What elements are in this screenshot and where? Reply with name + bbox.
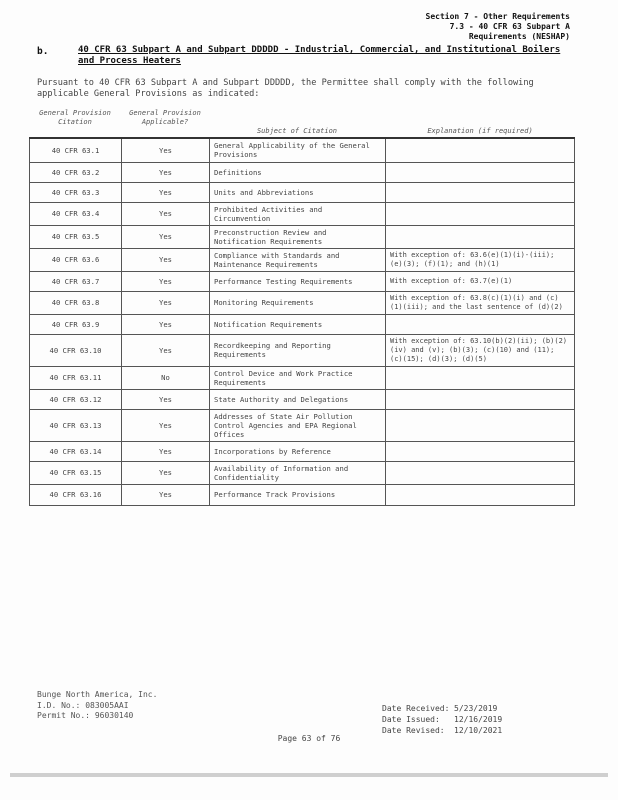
header-line-3: Requirements (NESHAP): [468, 32, 570, 41]
explanation-cell: [386, 409, 575, 441]
citation-cell: 40 CFR 63.4: [30, 202, 122, 225]
company-name: Bunge North America, Inc.: [37, 690, 158, 699]
explanation-cell: [386, 314, 575, 334]
explanation-cell: [386, 366, 575, 389]
intro-paragraph: Pursuant to 40 CFR 63 Subpart A and Subpart DDDDD, the Permittee shall comply with the following applicable General Provisions as indicated:: [37, 78, 534, 99]
page-number: Page 63 of 76: [277, 734, 341, 743]
explanation-cell: [386, 182, 575, 202]
citation-cell: 40 CFR 63.8: [30, 291, 122, 314]
subject-cell: Notification Requirements: [210, 314, 386, 334]
citation-cell: 40 CFR 63.1: [30, 138, 122, 162]
applicable-cell: Yes: [122, 225, 210, 248]
general-provisions-table: [29, 137, 575, 506]
table-row: [30, 334, 575, 366]
explanation-cell: [386, 484, 575, 505]
subject-cell: Recordkeeping and Reporting Requirements: [210, 334, 386, 366]
permit-value: 96030140: [94, 711, 134, 720]
id-value: 083005AAI: [85, 700, 129, 710]
column-header-applicable: General Provision Applicable?: [129, 109, 201, 126]
citation-cell: 40 CFR 63.12: [30, 389, 122, 409]
table-row: [30, 182, 575, 202]
applicable-cell: Yes: [122, 314, 210, 334]
citation-cell: 40 CFR 63.7: [30, 271, 122, 291]
table-row: [30, 138, 575, 162]
subject-cell: Control Device and Work Practice Requirements: [210, 366, 386, 389]
explanation-cell: With exception of: 63.10(b)(2)(ii); (b)(2)(iv) and (v); (b)(3); (c)(10) and (11); (c)(15); (d)(3); (d)(5): [386, 334, 575, 366]
subject-cell: State Authority and Delegations: [210, 389, 386, 409]
date-received-value: 5/23/2019: [454, 704, 498, 713]
explanation-cell: [386, 202, 575, 225]
table-row: [30, 271, 575, 291]
applicable-cell: Yes: [122, 441, 210, 461]
table-row: [30, 441, 575, 461]
citation-cell: 40 CFR 63.11: [30, 366, 122, 389]
explanation-cell: With exception of: 63.7(e)(1): [386, 271, 575, 291]
table-row: [30, 484, 575, 505]
column-header-explanation: Explanation (if required): [427, 127, 533, 135]
table-row: [30, 248, 575, 271]
explanation-cell: [386, 225, 575, 248]
explanation-cell: [386, 441, 575, 461]
table-row: [30, 389, 575, 409]
applicable-cell: Yes: [122, 461, 210, 484]
explanation-cell: [386, 162, 575, 182]
date-received-line: [382, 703, 502, 714]
applicable-cell: Yes: [122, 334, 210, 366]
applicable-cell: Yes: [122, 182, 210, 202]
applicable-cell: Yes: [122, 389, 210, 409]
footer-left: [37, 690, 157, 722]
table-row: [30, 366, 575, 389]
date-revised-value: 12/10/2021: [454, 726, 503, 735]
citation-cell: 40 CFR 63.2: [30, 162, 122, 182]
id-number-line: [37, 701, 157, 712]
table-row: [30, 314, 575, 334]
explanation-cell: [386, 138, 575, 162]
explanation-cell: [386, 389, 575, 409]
applicable-cell: No: [122, 366, 210, 389]
subject-cell: Units and Abbreviations: [210, 182, 386, 202]
subject-cell: Compliance with Standards and Maintenance Requirements: [210, 248, 386, 271]
citation-cell: 40 CFR 63.14: [30, 441, 122, 461]
date-received-label: Date Received:: [382, 704, 450, 713]
column-header-citation: General Provision Citation: [39, 109, 111, 126]
subject-cell: Prohibited Activities and Circumvention: [210, 202, 386, 225]
header-line-1: Section 7 - Other Requirements: [425, 12, 570, 21]
citation-cell: 40 CFR 63.6: [30, 248, 122, 271]
date-issued-label: Date Issued:: [382, 715, 440, 724]
applicable-cell: Yes: [122, 271, 210, 291]
subject-cell: Monitoring Requirements: [210, 291, 386, 314]
table-row: [30, 291, 575, 314]
applicable-cell: Yes: [122, 409, 210, 441]
subject-cell: Definitions: [210, 162, 386, 182]
header-line-2: 7.3 - 40 CFR 63 Subpart A: [449, 22, 570, 31]
applicable-cell: Yes: [122, 291, 210, 314]
scan-bottom-edge: [10, 773, 608, 777]
table-row: [30, 162, 575, 182]
subject-cell: Preconstruction Review and Notification Requirements: [210, 225, 386, 248]
section-title: 40 CFR 63 Subpart A and Subpart DDDDD - Industrial, Commercial, and Institutional Boilers and Process Heaters: [78, 45, 561, 66]
subject-cell: General Applicability of the General Provisions: [210, 138, 386, 162]
page-header: [426, 12, 571, 42]
subject-cell: Addresses of State Air Pollution Control Agencies and EPA Regional Offices: [210, 409, 386, 441]
applicable-cell: Yes: [122, 138, 210, 162]
column-header-subject: Subject of Citation: [256, 127, 338, 135]
applicable-cell: Yes: [122, 248, 210, 271]
citation-cell: 40 CFR 63.16: [30, 484, 122, 505]
subject-cell: Performance Testing Requirements: [210, 271, 386, 291]
date-issued-line: [382, 714, 502, 725]
applicable-cell: Yes: [122, 162, 210, 182]
explanation-cell: With exception of: 63.8(c)(1)(i) and (c)(1)(iii); and the last sentence of (d)(2): [386, 291, 575, 314]
date-issued-value: 12/16/2019: [454, 715, 503, 724]
id-label: I.D. No.:: [37, 700, 81, 710]
subject-cell: Performance Track Provisions: [210, 484, 386, 505]
explanation-cell: [386, 461, 575, 484]
table-row: [30, 409, 575, 441]
citation-cell: 40 CFR 63.9: [30, 314, 122, 334]
table-column-headers: [29, 107, 574, 137]
subject-cell: Availability of Information and Confidentiality: [210, 461, 386, 484]
citation-cell: 40 CFR 63.5: [30, 225, 122, 248]
section-letter: b.: [37, 46, 49, 57]
applicable-cell: Yes: [122, 202, 210, 225]
permit-label: Permit No.:: [37, 711, 90, 720]
citation-cell: 40 CFR 63.13: [30, 409, 122, 441]
citation-cell: 40 CFR 63.10: [30, 334, 122, 366]
applicable-cell: Yes: [122, 484, 210, 505]
permit-number-line: [37, 711, 157, 722]
citation-cell: 40 CFR 63.15: [30, 461, 122, 484]
citation-cell: 40 CFR 63.3: [30, 182, 122, 202]
table-row: [30, 225, 575, 248]
date-revised-label: Date Revised:: [382, 726, 445, 735]
table-row: [30, 461, 575, 484]
subject-cell: Incorporations by Reference: [210, 441, 386, 461]
table-row: [30, 202, 575, 225]
footer-dates: [382, 703, 502, 736]
explanation-cell: With exception of: 63.6(e)(1)(i)-(iii); (e)(3); (f)(1); and (h)(1): [386, 248, 575, 271]
table-body: [30, 138, 575, 505]
